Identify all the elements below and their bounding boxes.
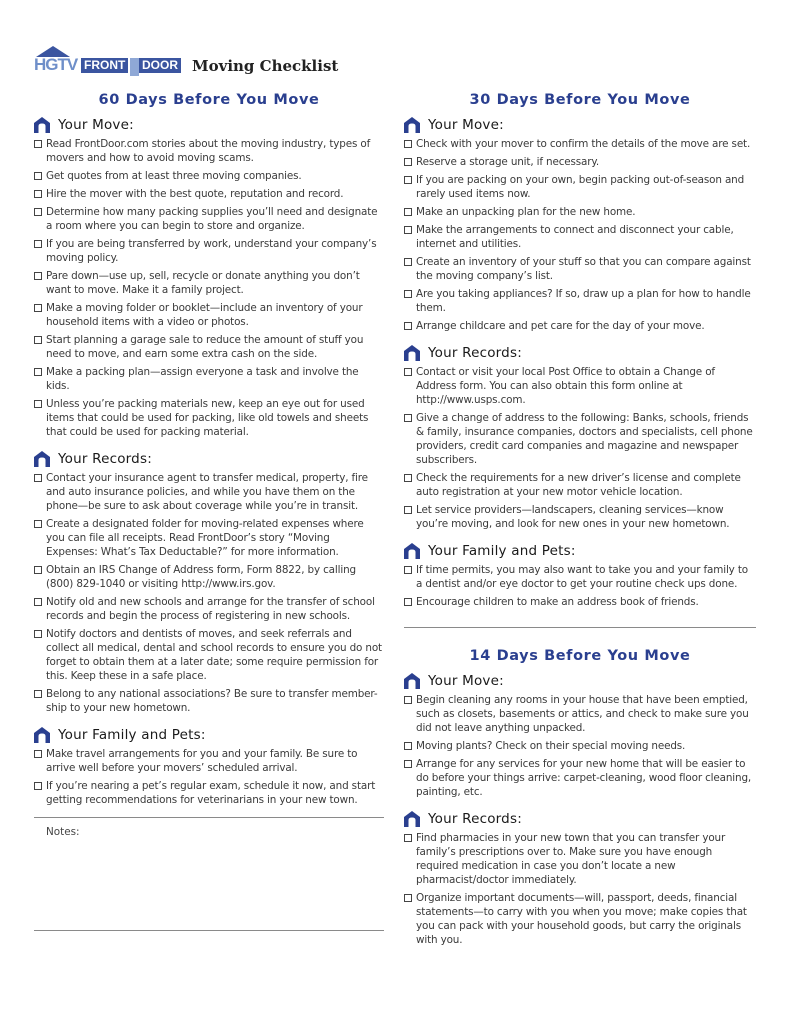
section-header-family-and-pets [34, 725, 384, 745]
checklist-your-records [34, 471, 384, 715]
checklist-item-text: Determine how many packing supplies you’ll need and designate a room where you can begin to store and organize. [46, 206, 378, 232]
checkbox-icon[interactable] [404, 474, 412, 482]
checklist-item[interactable] [34, 269, 384, 297]
checklist-item[interactable] [404, 155, 756, 169]
checkbox-icon[interactable] [404, 696, 412, 704]
checklist-item[interactable] [404, 255, 756, 283]
checklist-item[interactable] [404, 365, 756, 407]
checklist-item-text: Unless you’re packing materials new, keep an eye out for used items that could be used for packing, like old towels and sheets that could be used for packing material. [46, 398, 369, 438]
logo-front-text: FRONT [81, 58, 128, 73]
checkbox-icon[interactable] [34, 368, 42, 376]
checkbox-icon[interactable] [404, 760, 412, 768]
checklist-item-text: Make an unpacking plan for the new home. [416, 206, 636, 218]
checklist-item[interactable] [404, 287, 756, 315]
checklist-item[interactable] [404, 739, 756, 753]
checklist-item-text: Contact your insurance agent to transfer medical, property, fire and auto insurance policies, and while you have them on the phone—be sure to ask about coverage while you’re in transit. [46, 472, 368, 512]
checklist-item-text: If you are being transferred by work, understand your company’s moving policy. [46, 238, 377, 264]
checklist-item[interactable] [34, 205, 384, 233]
checklist-item-text: Make a packing plan—assign everyone a task and involve the kids. [46, 366, 359, 392]
checklist-item[interactable] [34, 595, 384, 623]
house-icon [404, 543, 420, 559]
checklist-item[interactable] [404, 831, 756, 887]
checkbox-icon[interactable] [404, 894, 412, 902]
checklist-item[interactable] [34, 471, 384, 513]
checklist-item[interactable] [404, 173, 756, 201]
section-title: Your Family and Pets: [58, 727, 206, 743]
divider [34, 930, 384, 931]
checklist-item[interactable] [404, 205, 756, 219]
document-title: Moving Checklist [192, 57, 339, 75]
checklist-item-text: Moving plants? Check on their special moving needs. [416, 740, 686, 752]
checklist-item[interactable] [34, 397, 384, 439]
checkbox-icon[interactable] [404, 506, 412, 514]
checklist-item[interactable] [404, 563, 756, 591]
checklist-item-text: Reserve a storage unit, if necessary. [416, 156, 600, 168]
checklist-item[interactable] [404, 411, 756, 467]
section-title: Your Move: [428, 117, 504, 133]
checklist-item-text: Start planning a garage sale to reduce the amount of stuff you need to move, and earn some extra cash on the side. [46, 334, 364, 360]
checklist-item[interactable] [34, 779, 384, 807]
checklist-item-text: Make the arrangements to connect and disconnect your cable, internet and utilities. [416, 224, 734, 250]
checklist-item-text: Begin cleaning any rooms in your house that have been emptied, such as closets, basements or attics, and check to make sure you did not leave anything unpacked. [416, 694, 749, 734]
checklist-item-text: Hire the mover with the best quote, reputation and record. [46, 188, 344, 200]
checkbox-icon[interactable] [34, 598, 42, 606]
house-icon [404, 345, 420, 361]
checkbox-icon[interactable] [404, 158, 412, 166]
checkbox-icon[interactable] [34, 140, 42, 148]
checklist-item-text: Let service providers—landscapers, cleaning services—know you’re moving, and look for new ones in your new hometown. [416, 504, 730, 530]
section-header-your-move [404, 115, 756, 135]
checklist-item[interactable] [404, 319, 756, 333]
checkbox-icon[interactable] [34, 208, 42, 216]
checklist-family-and-pets [404, 563, 756, 609]
checklist-item-text: Check with your mover to confirm the details of the move are set. [416, 138, 751, 150]
checklist-item[interactable] [34, 137, 384, 165]
house-icon [34, 727, 50, 743]
checkbox-icon[interactable] [404, 566, 412, 574]
checkbox-icon[interactable] [34, 520, 42, 528]
checklist-item-text: If you are packing on your own, begin packing out-of-season and rarely used items now. [416, 174, 745, 200]
checklist-item-text: Pare down—use up, sell, recycle or donate anything you don’t want to move. Make it a family project. [46, 270, 360, 296]
checkbox-icon[interactable] [34, 190, 42, 198]
checkbox-icon[interactable] [34, 240, 42, 248]
checkbox-icon[interactable] [404, 598, 412, 606]
checkbox-icon[interactable] [34, 782, 42, 790]
checklist-your-records [404, 365, 756, 531]
checklist-item[interactable] [34, 365, 384, 393]
checklist-item[interactable] [404, 471, 756, 499]
column-60-days [34, 90, 384, 931]
house-icon [404, 673, 420, 689]
section-header-family-and-pets [404, 541, 756, 561]
checkbox-icon[interactable] [34, 400, 42, 408]
period-title-14-days: 14 Days Before You Move [469, 648, 691, 664]
checkbox-icon[interactable] [404, 322, 412, 330]
checkbox-icon[interactable] [34, 690, 42, 698]
checkbox-icon[interactable] [34, 336, 42, 344]
checklist-item-text: Contact or visit your local Post Office to obtain a Change of Address form. You can also obtain this form online at http://www.usps.com. [416, 366, 715, 406]
checklist-item[interactable] [404, 757, 756, 799]
checklist-item[interactable] [34, 627, 384, 683]
checklist-item[interactable] [404, 595, 756, 609]
section-header-your-move [34, 115, 384, 135]
checklist-item-text: If you’re nearing a pet’s regular exam, schedule it now, and start getting recommendations for veterinarians in your new town. [46, 780, 376, 806]
checklist-item-text: Belong to any national associations? Be sure to transfer member-ship to your new hometown. [46, 688, 378, 714]
checklist-item-text: Get quotes from at least three moving companies. [46, 170, 302, 182]
checklist-item[interactable] [34, 187, 384, 201]
period-title-60-days: 60 Days Before You Move [98, 92, 320, 108]
checklist-item[interactable] [34, 563, 384, 591]
checkbox-icon[interactable] [404, 834, 412, 842]
checklist-item[interactable] [34, 517, 384, 559]
checklist-item-text: Arrange childcare and pet care for the day of your move. [416, 320, 705, 332]
house-icon [34, 117, 50, 133]
checklist-item-text: Read FrontDoor.com stories about the moving industry, types of movers and how to avoid moving scams. [46, 138, 371, 164]
checkbox-icon[interactable] [34, 474, 42, 482]
checklist-item-text: Check the requirements for a new driver’s license and complete auto registration at your new motor vehicle location. [416, 472, 741, 498]
checkbox-icon[interactable] [404, 414, 412, 422]
section-title: Your Records: [58, 451, 152, 467]
checklist-item[interactable] [34, 747, 384, 775]
column-right [404, 90, 756, 951]
checklist-family-and-pets [34, 747, 384, 807]
logo-door-icon [130, 58, 139, 76]
checkbox-icon[interactable] [34, 304, 42, 312]
checklist-your-move [404, 137, 756, 333]
section-title: Your Records: [428, 811, 522, 827]
checklist-item[interactable] [34, 169, 384, 183]
period-title-30-days: 30 Days Before You Move [469, 92, 691, 108]
checklist-item[interactable] [34, 333, 384, 361]
section-header-your-records [404, 343, 756, 363]
page-header [34, 44, 338, 78]
checklist-item-text: If time permits, you may also want to take you and your family to a dentist and/or eye doctor to get your routine check ups done. [416, 564, 748, 590]
section-title: Your Family and Pets: [428, 543, 576, 559]
checklist-your-move [404, 693, 756, 799]
hgtv-frontdoor-logo [34, 46, 182, 78]
checklist-item-text: Create a designated folder for moving-related expenses where you can file all receipts. Read FrontDoor’s story “Moving Expenses: What’s Tax Deductable?” for more information. [46, 518, 364, 558]
divider [404, 627, 756, 628]
checklist-item-text: Encourage children to make an address book of friends. [416, 596, 699, 608]
checklist-item-text: Notify old and new schools and arrange for the transfer of school records and begin the process of registering in new schools. [46, 596, 375, 622]
section-title: Your Move: [428, 673, 504, 689]
checkbox-icon[interactable] [404, 368, 412, 376]
checkbox-icon[interactable] [404, 258, 412, 266]
checklist-item-text: Arrange for any services for your new home that will be easier to do before your things arrive: carpet-cleaning, wood floor cleaning, painting, etc. [416, 758, 752, 798]
checkbox-icon[interactable] [34, 566, 42, 574]
checkbox-icon[interactable] [404, 290, 412, 298]
checklist-item-text: Are you taking appliances? If so, draw up a plan for how to handle them. [416, 288, 751, 314]
checklist-item[interactable] [34, 687, 384, 715]
checkbox-icon[interactable] [34, 630, 42, 638]
section-header-your-move [404, 671, 756, 691]
checklist-item[interactable] [34, 301, 384, 329]
checklist-item[interactable] [404, 503, 756, 531]
checkbox-icon[interactable] [404, 208, 412, 216]
checklist-item-text: Make a moving folder or booklet—include an inventory of your household items with a video or photos. [46, 302, 363, 328]
checkbox-icon[interactable] [34, 750, 42, 758]
section-header-your-records [404, 809, 756, 829]
checklist-your-records [404, 831, 756, 947]
section-header-your-records [34, 449, 384, 469]
checklist-item-text: Notify doctors and dentists of moves, and seek referrals and collect all medical, dental and school records to ensure you do not forget to obtain them at a later date; some require permission for this. Keep these in a safe place. [46, 628, 382, 682]
checklist-item-text: Create an inventory of your stuff so that you can compare against the moving company’s list. [416, 256, 751, 282]
checkbox-icon[interactable] [34, 172, 42, 180]
house-icon [34, 451, 50, 467]
checkbox-icon[interactable] [404, 176, 412, 184]
house-icon [404, 117, 420, 133]
checklist-item[interactable] [404, 223, 756, 251]
checkbox-icon[interactable] [34, 272, 42, 280]
checklist-item-text: Organize important documents—will, passport, deeds, financial statements—to carry with you when you move; make copies that you can pack with your household goods, but carry the originals with you. [416, 892, 747, 946]
house-icon [404, 811, 420, 827]
checkbox-icon[interactable] [404, 226, 412, 234]
checklist-item[interactable] [404, 693, 756, 735]
checklist-item-text: Make travel arrangements for you and your family. Be sure to arrive well before your movers’ scheduled arrival. [46, 748, 358, 774]
notes-label: Notes: [46, 826, 80, 838]
logo-hgtv-text: HGTV [34, 55, 78, 74]
checklist-item[interactable] [404, 891, 756, 947]
checkbox-icon[interactable] [404, 140, 412, 148]
divider [34, 817, 384, 818]
section-title: Your Move: [58, 117, 134, 133]
checklist-item[interactable] [34, 237, 384, 265]
checklist-your-move [34, 137, 384, 439]
checkbox-icon[interactable] [404, 742, 412, 750]
checklist-item[interactable] [404, 137, 756, 151]
checklist-item-text: Obtain an IRS Change of Address form, Form 8822, by calling (800) 829-1040 or visiting http://www.irs.gov. [46, 564, 356, 590]
checklist-item-text: Find pharmacies in your new town that you can transfer your family’s prescriptions over to. Make sure you have enough required medication in case you don’t locate a new pharmacist/doctor immediately. [416, 832, 726, 886]
logo-door-text: DOOR [139, 58, 181, 73]
notes-area[interactable] [34, 838, 384, 930]
checklist-item-text: Give a change of address to the following: Banks, schools, friends & family, insurance companies, doctors and specialists, cell phone providers, credit card companies and magazine and newspaper subscribers. [416, 412, 753, 466]
section-title: Your Records: [428, 345, 522, 361]
